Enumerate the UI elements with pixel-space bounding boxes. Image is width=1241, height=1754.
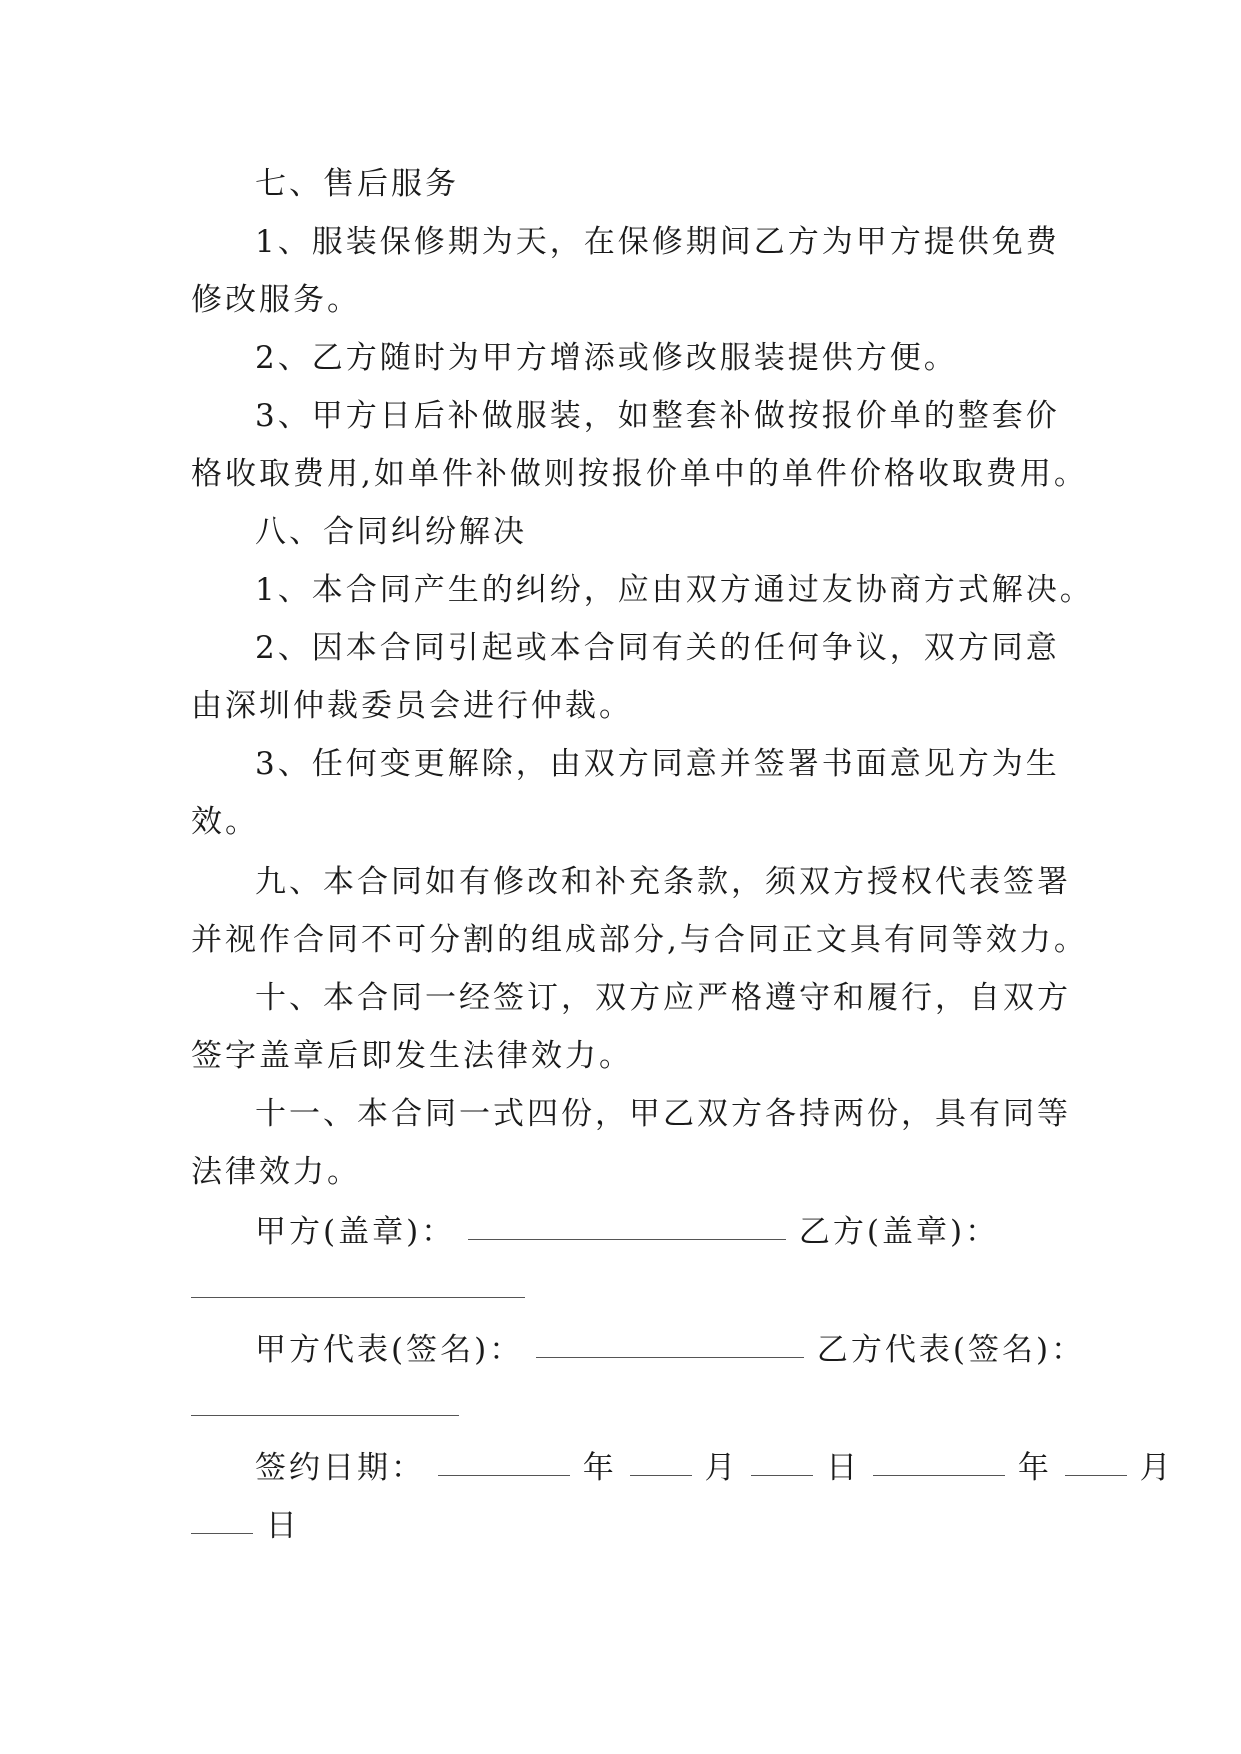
paragraph-line: 2、乙方随时为甲方增添或修改服装提供方便。 bbox=[255, 340, 958, 376]
party-a-rep-blank[interactable] bbox=[536, 1356, 804, 1358]
paragraph-line: 十一、本合同一式四份，甲乙双方各持两份，具有同等 bbox=[255, 1096, 1071, 1132]
paragraph-line: 1、服装保修期为天，在保修期间乙方为甲方提供免费 bbox=[255, 224, 1060, 260]
paragraph-line: 由深圳仲裁委员会进行仲裁。 bbox=[191, 688, 633, 724]
party-b-rep-blank[interactable] bbox=[191, 1414, 459, 1416]
party-b-rep-label: 乙方代表(签名)： bbox=[816, 1332, 1086, 1368]
party-a-rep-label: 甲方代表(签名)： bbox=[255, 1332, 524, 1368]
day-label-b: 日 bbox=[265, 1508, 300, 1544]
paragraph-line: 十、本合同一经签订，双方应严格遵守和履行，自双方 bbox=[255, 980, 1071, 1016]
document-page bbox=[191, 155, 1174, 1555]
date-label: 签约日期： bbox=[255, 1450, 425, 1486]
paragraph-line: 修改服务。 bbox=[191, 282, 361, 318]
paragraph-line: 3、任何变更解除，由双方同意并签署书面意见方为生 bbox=[255, 746, 1060, 782]
paragraph-line: 并视作合同不可分割的组成部分,与合同正文具有同等效力。 bbox=[191, 922, 1088, 958]
month-blank-b[interactable] bbox=[1065, 1474, 1127, 1476]
rep-line bbox=[191, 1321, 1086, 1379]
year-blank-a[interactable] bbox=[438, 1474, 570, 1476]
seal-continuation bbox=[191, 1261, 1051, 1319]
paragraph-line: 效。 bbox=[191, 804, 259, 840]
party-b-seal-blank[interactable] bbox=[191, 1296, 525, 1298]
seal-line bbox=[191, 1203, 1051, 1261]
day-blank-a[interactable] bbox=[751, 1474, 813, 1476]
year-blank-b[interactable] bbox=[873, 1474, 1005, 1476]
party-b-seal-label: 乙方(盖章)： bbox=[798, 1214, 1000, 1250]
paragraph-line: 九、本合同如有修改和补充条款，须双方授权代表签署 bbox=[255, 864, 1071, 900]
date-line bbox=[191, 1439, 1174, 1497]
day-blank-b[interactable] bbox=[191, 1532, 253, 1534]
rep-continuation bbox=[191, 1379, 1051, 1437]
day-label: 日 bbox=[826, 1450, 861, 1486]
paragraph-line: 3、甲方日后补做服装，如整套补做按报价单的整套价 bbox=[255, 398, 1060, 434]
party-a-seal-label: 甲方(盖章)： bbox=[255, 1214, 456, 1250]
paragraph-line: 签字盖章后即发生法律效力。 bbox=[191, 1038, 633, 1074]
paragraph-line: 法律效力。 bbox=[191, 1154, 361, 1190]
section-heading-after-sales: 七、售后服务 bbox=[255, 166, 459, 202]
month-label: 月 bbox=[704, 1450, 739, 1486]
year-label-b: 年 bbox=[1017, 1450, 1052, 1486]
paragraph-line: 格收取费用,如单件补做则按报价单中的单件价格收取费用。 bbox=[191, 456, 1088, 492]
date-continuation bbox=[191, 1497, 1051, 1555]
paragraph-line: 2、因本合同引起或本合同有关的任何争议，双方同意 bbox=[255, 630, 1060, 666]
month-blank-a[interactable] bbox=[630, 1474, 692, 1476]
party-a-seal-blank[interactable] bbox=[468, 1238, 786, 1240]
paragraph-line: 1、本合同产生的纠纷，应由双方通过友协商方式解决。 bbox=[255, 572, 1094, 608]
section-heading-dispute: 八、合同纠纷解决 bbox=[255, 514, 527, 550]
month-label-b: 月 bbox=[1139, 1450, 1174, 1486]
year-label: 年 bbox=[582, 1450, 617, 1486]
